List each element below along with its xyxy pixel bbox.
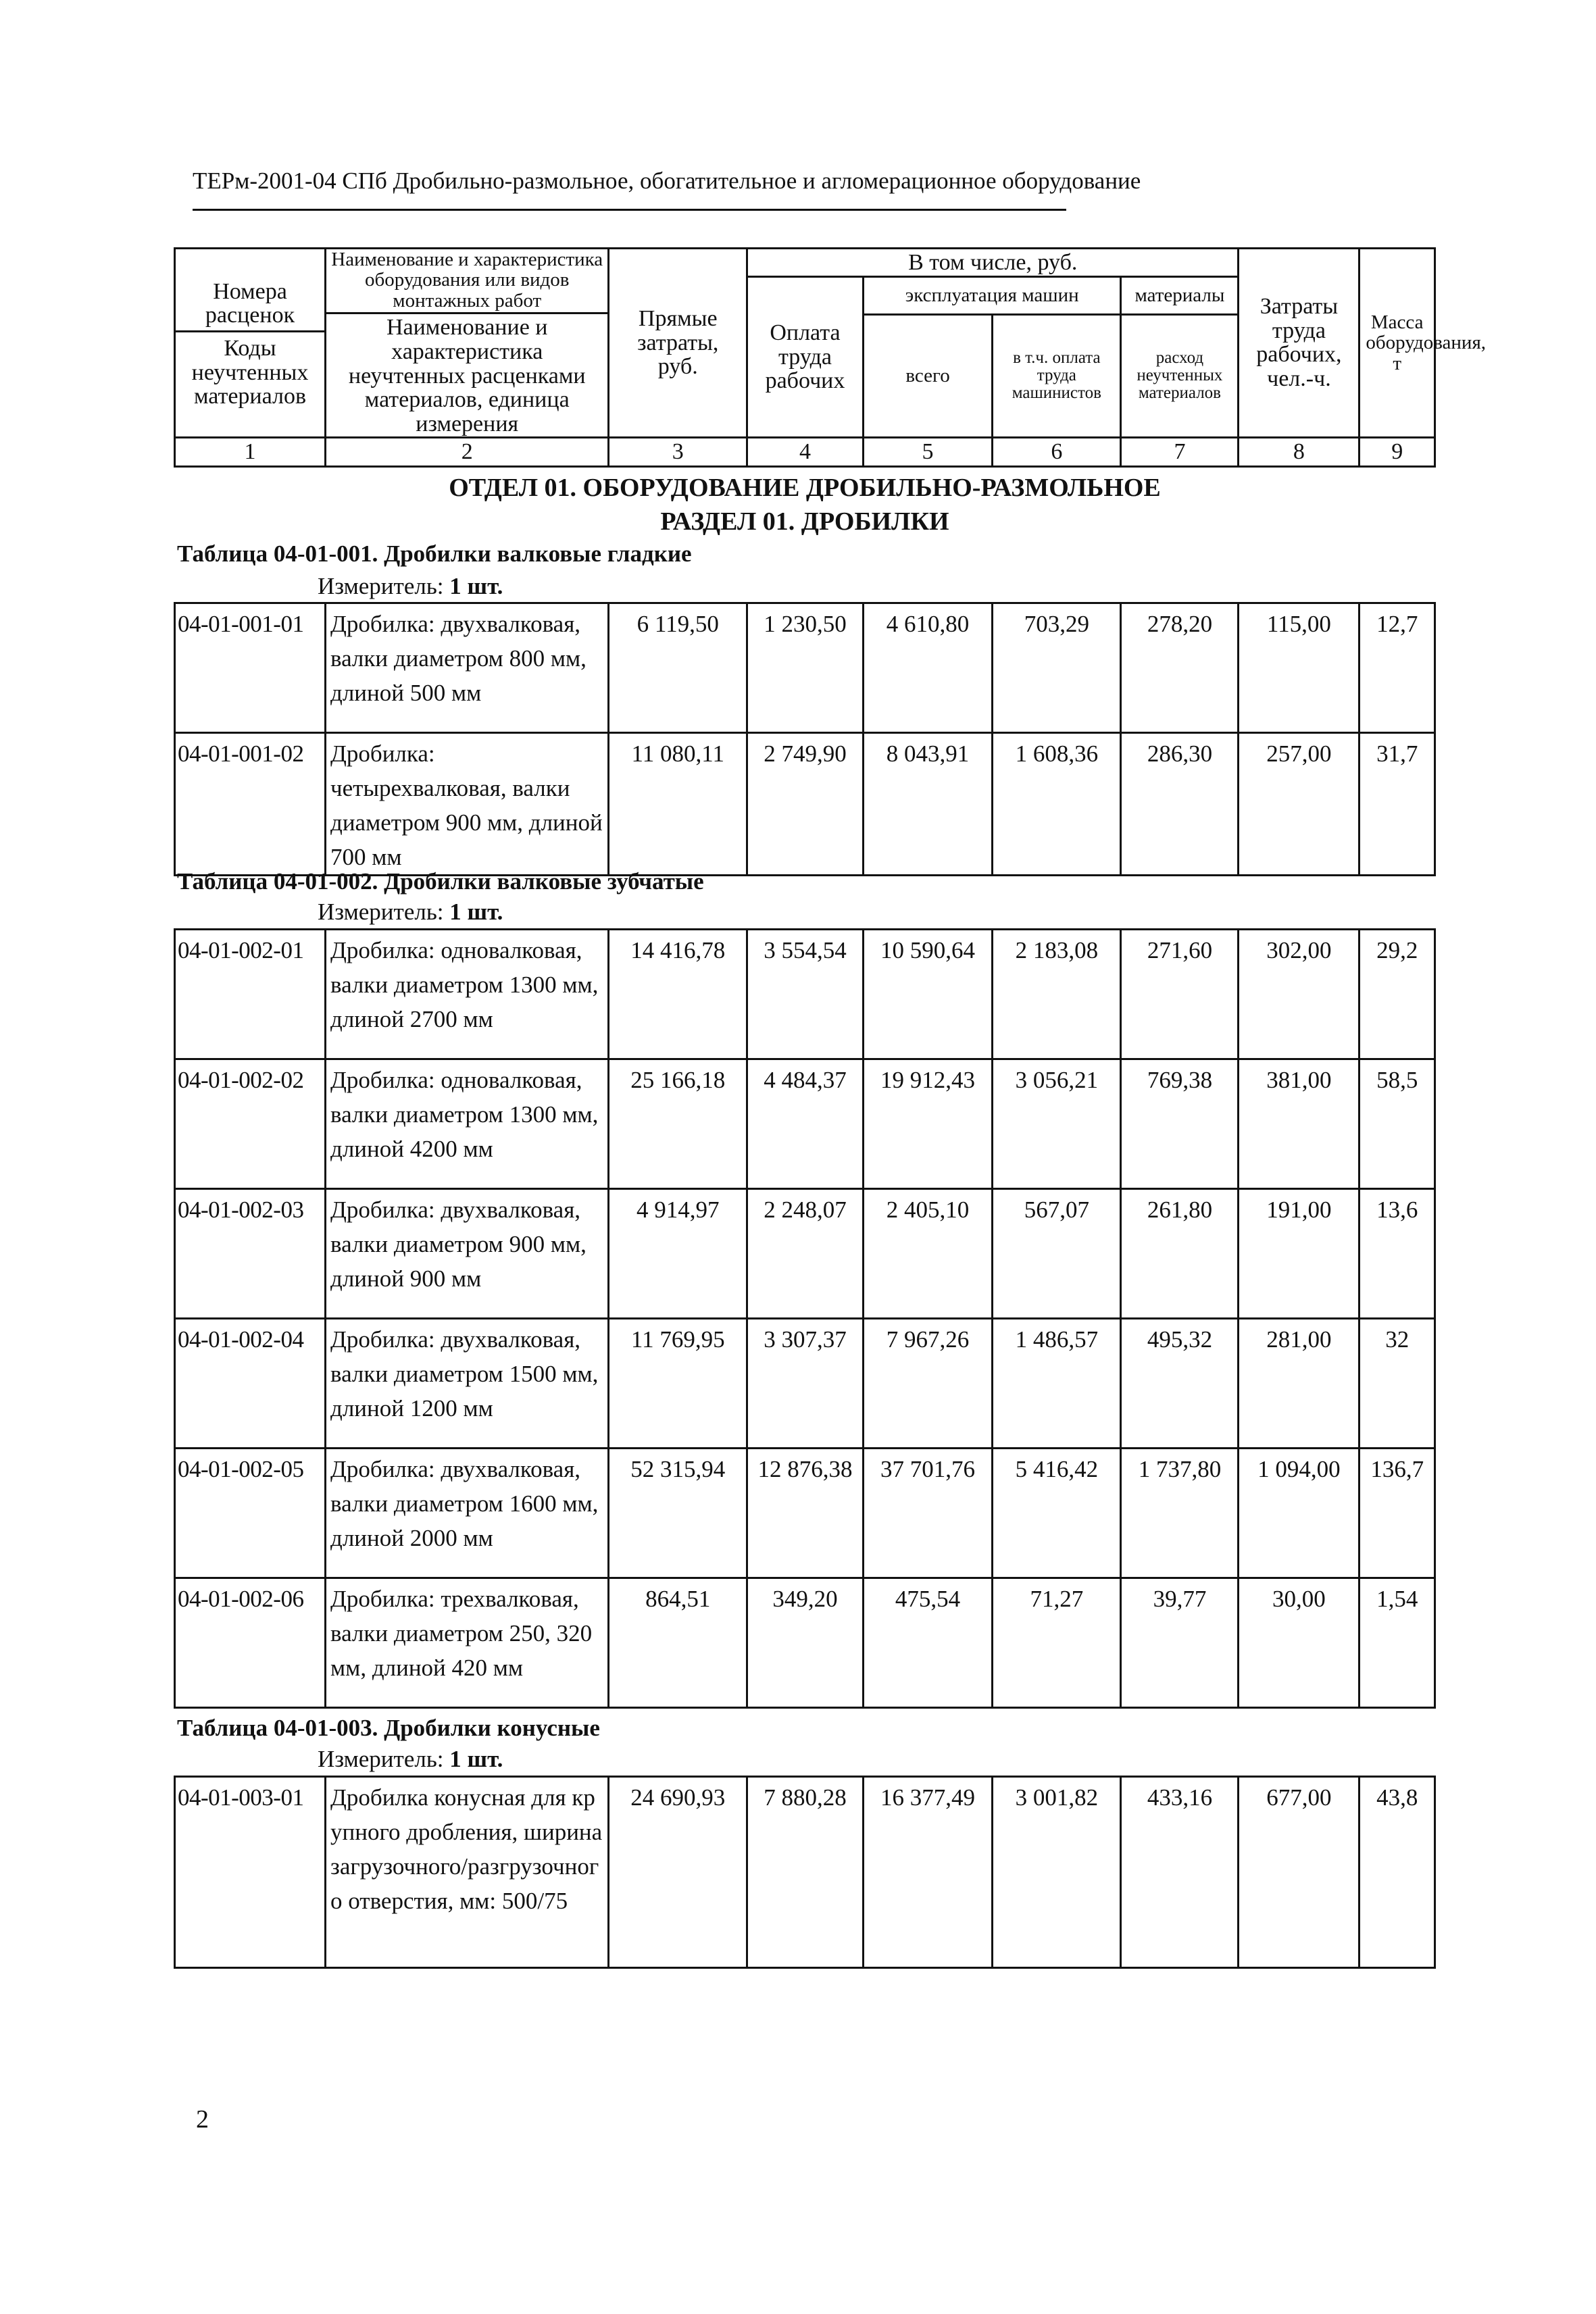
machine-total: 2 405,10 <box>863 1189 992 1319</box>
direct-costs: 4 914,97 <box>609 1189 747 1319</box>
operator-pay: 2 183,08 <box>993 930 1121 1059</box>
direct-costs: 11 769,95 <box>609 1319 747 1449</box>
table-row <box>175 1059 1435 1189</box>
header-machine-operation: эксплуатация машин <box>863 277 1121 315</box>
machine-total: 8 043,91 <box>863 733 992 876</box>
rate-name: Дробилка: двухвалковая, валки диаметром 900 мм, длиной 900 мм <box>326 1189 609 1319</box>
header-equipment-mass: Масса оборудования, т <box>1360 249 1435 438</box>
materials: 271,60 <box>1121 930 1239 1059</box>
department-title: ОТДЕЛ 01. ОБОРУДОВАНИЕ ДРОБИЛЬНО-РАЗМОЛЬНОЕ <box>449 474 1161 502</box>
measure-label: Измеритель: <box>318 573 444 599</box>
measure-label: Измеритель: <box>318 1746 444 1772</box>
table-row <box>175 603 1435 733</box>
measure-unit <box>318 573 503 600</box>
header-col-number: 2 <box>326 437 609 466</box>
equipment-mass: 31,7 <box>1360 733 1435 876</box>
labor-hours: 191,00 <box>1239 1189 1360 1319</box>
rates-table <box>174 602 1436 876</box>
header-rate-numbers: Номера расценок <box>176 277 324 332</box>
table-title: Таблица 04-01-003. Дробилки конусные <box>177 1715 600 1741</box>
machine-total: 19 912,43 <box>863 1059 992 1189</box>
materials: 769,38 <box>1121 1059 1239 1189</box>
rate-name: Дробилка: четырехвалковая, валки диаметром 900 мм, длиной 700 мм <box>326 733 609 876</box>
header-material-name: Наименование и характеристика неучтенных расценками материалов, единица измерения <box>348 315 586 437</box>
header-rule <box>193 209 1066 211</box>
rate-code: 04-01-002-02 <box>175 1059 326 1189</box>
rate-name: Дробилка: двухвалковая, валки диаметром 1500 мм, длиной 1200 мм <box>326 1319 609 1449</box>
equipment-mass: 58,5 <box>1360 1059 1435 1189</box>
header-col-number: 6 <box>993 437 1121 466</box>
column-header-table <box>174 247 1487 468</box>
equipment-mass: 13,6 <box>1360 1189 1435 1319</box>
materials: 495,32 <box>1121 1319 1239 1449</box>
machine-total: 37 701,76 <box>863 1449 992 1578</box>
header-col-number: 8 <box>1239 437 1360 466</box>
rate-name: Дробилка: одновалковая, валки диаметром 1300 мм, длиной 4200 мм <box>326 1059 609 1189</box>
labor-hours: 257,00 <box>1239 733 1360 876</box>
labor-hours: 677,00 <box>1239 1777 1360 1968</box>
header-labor-hours: Затраты труда рабочих, чел.-ч. <box>1239 249 1360 438</box>
rate-name: Дробилка: трехвалковая, валки диаметром 250, 320 мм, длиной 420 мм <box>326 1578 609 1708</box>
header-operator-pay: в т.ч. оплата труда машинистов <box>993 314 1121 437</box>
materials: 39,77 <box>1121 1578 1239 1708</box>
rate-code: 04-01-001-02 <box>175 733 326 876</box>
header-material-codes: Коды неучтенных материалов <box>191 336 309 409</box>
rate-code: 04-01-002-06 <box>175 1578 326 1708</box>
labor-hours: 1 094,00 <box>1239 1449 1360 1578</box>
header-worker-pay: Оплата труда рабочих <box>747 277 864 438</box>
labor-hours: 302,00 <box>1239 930 1360 1059</box>
operator-pay: 3 001,82 <box>993 1777 1121 1968</box>
header-col-number: 4 <box>747 437 864 466</box>
table-row <box>175 1777 1435 1968</box>
table-row <box>175 930 1435 1059</box>
operator-pay: 1 608,36 <box>993 733 1121 876</box>
header-including: В том числе, руб. <box>747 249 1239 277</box>
measure-label: Измеритель: <box>318 899 444 925</box>
measure-unit <box>318 899 503 926</box>
header-col-number: 1 <box>175 437 326 466</box>
operator-pay: 567,07 <box>993 1189 1121 1319</box>
subsection-title: РАЗДЕЛ 01. ДРОБИЛКИ <box>660 507 949 536</box>
machine-total: 16 377,49 <box>863 1777 992 1968</box>
rate-name: Дробилка: одновалковая, валки диаметром 1300 мм, длиной 2700 мм <box>326 930 609 1059</box>
header-direct-costs: Прямые затраты, руб. <box>609 249 747 438</box>
rate-name: Дробилка конусная для крупного дробления, ширина загрузочного/разгрузочного отверстия, мм: 500/75 <box>326 1777 609 1968</box>
worker-pay: 7 880,28 <box>747 1777 864 1968</box>
header-col-number: 7 <box>1121 437 1239 466</box>
rate-code: 04-01-002-01 <box>175 930 326 1059</box>
page-number: 2 <box>196 2105 209 2134</box>
rate-code: 04-01-003-01 <box>175 1777 326 1968</box>
equipment-mass: 1,54 <box>1360 1578 1435 1708</box>
equipment-mass: 136,7 <box>1360 1449 1435 1578</box>
worker-pay: 1 230,50 <box>747 603 864 733</box>
materials: 1 737,80 <box>1121 1449 1239 1578</box>
header-col-number: 3 <box>609 437 747 466</box>
measure-value: 1 шт. <box>449 1746 503 1772</box>
rate-code: 04-01-002-05 <box>175 1449 326 1578</box>
machine-total: 10 590,64 <box>863 930 992 1059</box>
direct-costs: 11 080,11 <box>609 733 747 876</box>
rate-code: 04-01-002-03 <box>175 1189 326 1319</box>
materials: 433,16 <box>1121 1777 1239 1968</box>
worker-pay: 2 749,90 <box>747 733 864 876</box>
direct-costs: 14 416,78 <box>609 930 747 1059</box>
header-col-number: 9 <box>1360 437 1435 466</box>
rate-name: Дробилка: двухвалковая, валки диаметром 1600 мм, длиной 2000 мм <box>326 1449 609 1578</box>
equipment-mass: 29,2 <box>1360 930 1435 1059</box>
table-row <box>175 733 1435 876</box>
header-materials: материалы <box>1121 277 1239 315</box>
labor-hours: 30,00 <box>1239 1578 1360 1708</box>
labor-hours: 115,00 <box>1239 603 1360 733</box>
table-row <box>175 1319 1435 1449</box>
direct-costs: 52 315,94 <box>609 1449 747 1578</box>
worker-pay: 2 248,07 <box>747 1189 864 1319</box>
materials: 278,20 <box>1121 603 1239 733</box>
operator-pay: 703,29 <box>993 603 1121 733</box>
worker-pay: 349,20 <box>747 1578 864 1708</box>
rates-table <box>174 1776 1436 1969</box>
worker-pay: 4 484,37 <box>747 1059 864 1189</box>
rates-table <box>174 928 1436 1709</box>
direct-costs: 24 690,93 <box>609 1777 747 1968</box>
operator-pay: 5 416,42 <box>993 1449 1121 1578</box>
labor-hours: 381,00 <box>1239 1059 1360 1189</box>
operator-pay: 3 056,21 <box>993 1059 1121 1189</box>
header-unaccounted-materials: расход неучтенных материалов <box>1121 314 1239 437</box>
table-title: Таблица 04-01-002. Дробилки валковые зубчатые <box>177 868 704 895</box>
measure-unit <box>318 1746 503 1773</box>
header-col-number: 5 <box>863 437 992 466</box>
direct-costs: 6 119,50 <box>609 603 747 733</box>
measure-value: 1 шт. <box>449 899 503 925</box>
table-row <box>175 1189 1435 1319</box>
worker-pay: 12 876,38 <box>747 1449 864 1578</box>
direct-costs: 25 166,18 <box>609 1059 747 1189</box>
table-row <box>175 1449 1435 1578</box>
operator-pay: 71,27 <box>993 1578 1121 1708</box>
labor-hours: 281,00 <box>1239 1319 1360 1449</box>
equipment-mass: 43,8 <box>1360 1777 1435 1968</box>
worker-pay: 3 307,37 <box>747 1319 864 1449</box>
rate-code: 04-01-002-04 <box>175 1319 326 1449</box>
direct-costs: 864,51 <box>609 1578 747 1708</box>
page-header: ТЕРм-2001-04 СПб Дробильно-размольное, обогатительное и агломерационное оборудование <box>193 168 1141 194</box>
equipment-mass: 12,7 <box>1360 603 1435 733</box>
machine-total: 475,54 <box>863 1578 992 1708</box>
machine-total: 4 610,80 <box>863 603 992 733</box>
rate-code: 04-01-001-01 <box>175 603 326 733</box>
rate-name: Дробилка: двухвалковая, валки диаметром 800 мм, длиной 500 мм <box>326 603 609 733</box>
equipment-mass: 32 <box>1360 1319 1435 1449</box>
materials: 261,80 <box>1121 1189 1239 1319</box>
header-machine-total: всего <box>863 314 992 437</box>
measure-value: 1 шт. <box>449 573 503 599</box>
table-title: Таблица 04-01-001. Дробилки валковые гладкие <box>177 540 692 567</box>
materials: 286,30 <box>1121 733 1239 876</box>
machine-total: 7 967,26 <box>863 1319 992 1449</box>
header-work-name: Наименование и характеристика оборудования или видов монтажных работ <box>326 249 607 314</box>
table-row <box>175 1578 1435 1708</box>
worker-pay: 3 554,54 <box>747 930 864 1059</box>
operator-pay: 1 486,57 <box>993 1319 1121 1449</box>
